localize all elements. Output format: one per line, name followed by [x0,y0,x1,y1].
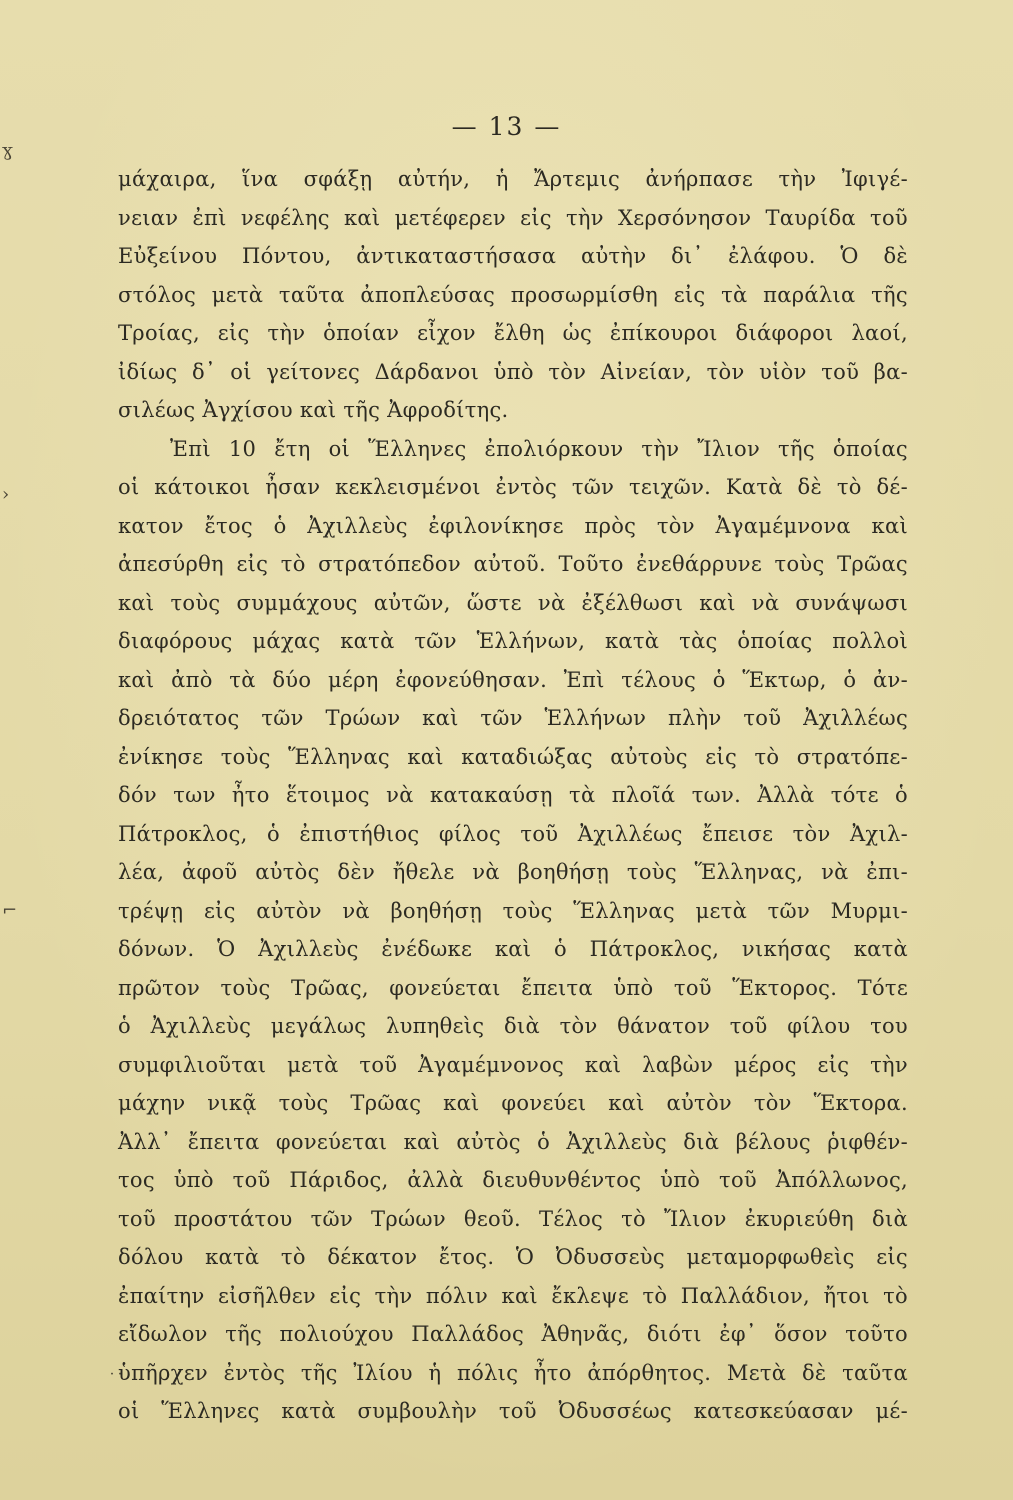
text-line: Ἀλλ᾽ ἔπειτα φονεύεται καὶ αὐτὸς ὁ Ἀχιλλεὺς διὰ βέλους ῥιφθέν- [118,1129,908,1154]
text-line: μάχην νικᾷ τοὺς Τρῶας καὶ φονεύει καὶ αὐτὸν τὸν Ἕκτορα. [118,1091,908,1115]
text-line: διαφόρους μάχας κατὰ τῶν Ἑλλήνων, κατὰ τὰς ὁποίας πολλοὶ [118,629,908,653]
text-line: ὑπῆρχεν ἐντὸς τῆς Ἰλίου ἡ πόλις ἦτο ἀπόρθητος. Μετὰ δὲ ταῦτα [118,1360,908,1385]
text-line: δρειότατος τῶν Τρώων καὶ τῶν Ἑλλήνων πλὴν τοῦ Ἀχιλλέως [118,706,908,730]
text-line: πρῶτον τοὺς Τρῶας, φονεύεται ἔπειτα ὑπὸ τοῦ Ἕκτορος. Τότε [118,975,908,1000]
text-line: ἀπεσύρθη εἰς τὸ στρατόπεδον αὐτοῦ. Τοῦτο ἐνεθάρρυνε τοὺς Τρῶας [118,552,908,576]
text-line: νειαν ἐπὶ νεφέλης καὶ μετέφερεν εἰς τὴν Χερσόνησον Ταυρίδα τοῦ [118,205,908,230]
text-line: ἰδίως δ᾽ οἱ γείτονες Δάρδανοι ὑπὸ τὸν Αἰνείαν, τὸν υἱὸν τοῦ βα- [118,359,908,384]
text-line: ἐνίκησε τοὺς Ἕλληνας καὶ καταδιώξας αὐτοὺς εἰς τὸ στρατόπε- [118,744,908,769]
page-number: — 13 — [451,112,562,141]
text-line: Εὐξείνου Πόντου, ἀντικαταστήσασα αὐτὴν δι᾽ ἐλάφου. Ὁ δὲ [118,244,908,268]
text-line: Τροίας, εἰς τὴν ὁποίαν εἶχον ἔλθη ὡς ἐπίκουροι διάφοροι λαοί, [118,321,908,345]
text-line: κατον ἔτος ὁ Ἀχιλλεὺς ἐφιλονίκησε πρὸς τὸν Ἀγαμέμνονα καὶ [118,513,908,538]
margin-mark: ⌐ [2,900,18,921]
text-line: δόνων. Ὁ Ἀχιλλεὺς ἐνέδωκε καὶ ὁ Πάτροκλος, νικήσας κατὰ [118,937,908,961]
text-line: τοῦ προστάτου τῶν Τρώων θεοῦ. Τέλος τὸ Ἴλιον ἐκυριεύθη διὰ [118,1206,908,1231]
text-line: καὶ ἀπὸ τὰ δύο μέρη ἐφονεύθησαν. Ἐπὶ τέλους ὁ Ἕκτωρ, ὁ ἀν- [118,667,908,692]
text-line: Ἐπὶ 10 ἔτη οἱ Ἕλληνες ἐπολιόρκουν τὴν Ἴλιον τῆς ὁποίας [170,436,908,461]
text-line: σιλέως Ἀγχίσου καὶ τῆς Ἀφροδίτης. [118,398,509,422]
text-line: ἐπαίτην εἰσῆλθεν εἰς τὴν πόλιν καὶ ἔκλεψε τὸ Παλλάδιον, ἤτοι τὸ [118,1283,908,1308]
text-line: τος ὑπὸ τοῦ Πάριδος, ἀλλὰ διευθυνθέντος ὑπὸ τοῦ Ἀπόλλωνος, [118,1168,908,1192]
margin-mark: ˙˙ [108,1370,124,1389]
text-line: Πάτροκλος, ὁ ἐπιστήθιος φίλος τοῦ Ἀχιλλέως ἔπεισε τὸν Ἀχιλ- [118,821,908,846]
text-line: συμφιλιοῦται μετὰ τοῦ Ἀγαμέμνονος καὶ λαβὼν μέρος εἰς τὴν [118,1052,908,1077]
margin-mark: ɣ [2,140,13,161]
text-line: λέα, ἀφοῦ αὐτὸς δὲν ἤθελε νὰ βοηθήσῃ τοὺς Ἕλληνας, νὰ ἐπι- [118,860,908,884]
text-line: οἱ κάτοικοι ἦσαν κεκλεισμένοι ἐντὸς τῶν τειχῶν. Κατὰ δὲ τὸ δέ- [118,475,908,499]
text-line: στόλος μετὰ ταῦτα ἀποπλεύσας προσωρμίσθη εἰς τὰ παράλια τῆς [118,282,908,307]
text-line: δόλου κατὰ τὸ δέκατον ἔτος. Ὁ Ὀδυσσεὺς μεταμορφωθεὶς εἰς [118,1245,908,1269]
margin-mark: › [2,484,10,505]
text-line: καὶ τοὺς συμμάχους αὐτῶν, ὥστε νὰ ἐξέλθωσι καὶ νὰ συνάψωσι [118,590,908,615]
text-line: ὁ Ἀχιλλεὺς μεγάλως λυπηθεὶς διὰ τὸν θάνατον τοῦ φίλου του [118,1014,908,1038]
text-line: οἱ Ἕλληνες κατὰ συμβουλὴν τοῦ Ὀδυσσέως κατεσκεύασαν μέ- [118,1399,908,1423]
text-line: δόν των ἦτο ἕτοιμος νὰ κατακαύσῃ τὰ πλοῖά των. Ἀλλὰ τότε ὁ [118,783,908,807]
text-line: τρέψῃ εἰς αὐτὸν νὰ βοηθήσῃ τοὺς Ἕλληνας μετὰ τῶν Μυρμι- [118,898,908,923]
body-text [118,160,908,1431]
text-line: εἴδωλον τῆς πολιούχου Παλλάδος Ἀθηνᾶς, διότι ἐφ᾽ ὅσον τοῦτο [118,1322,908,1346]
text-line: μάχαιρα, ἵνα σφάξῃ αὐτήν, ἡ Ἄρτεμις ἀνήρπασε τὴν Ἰφιγέ- [118,167,908,191]
